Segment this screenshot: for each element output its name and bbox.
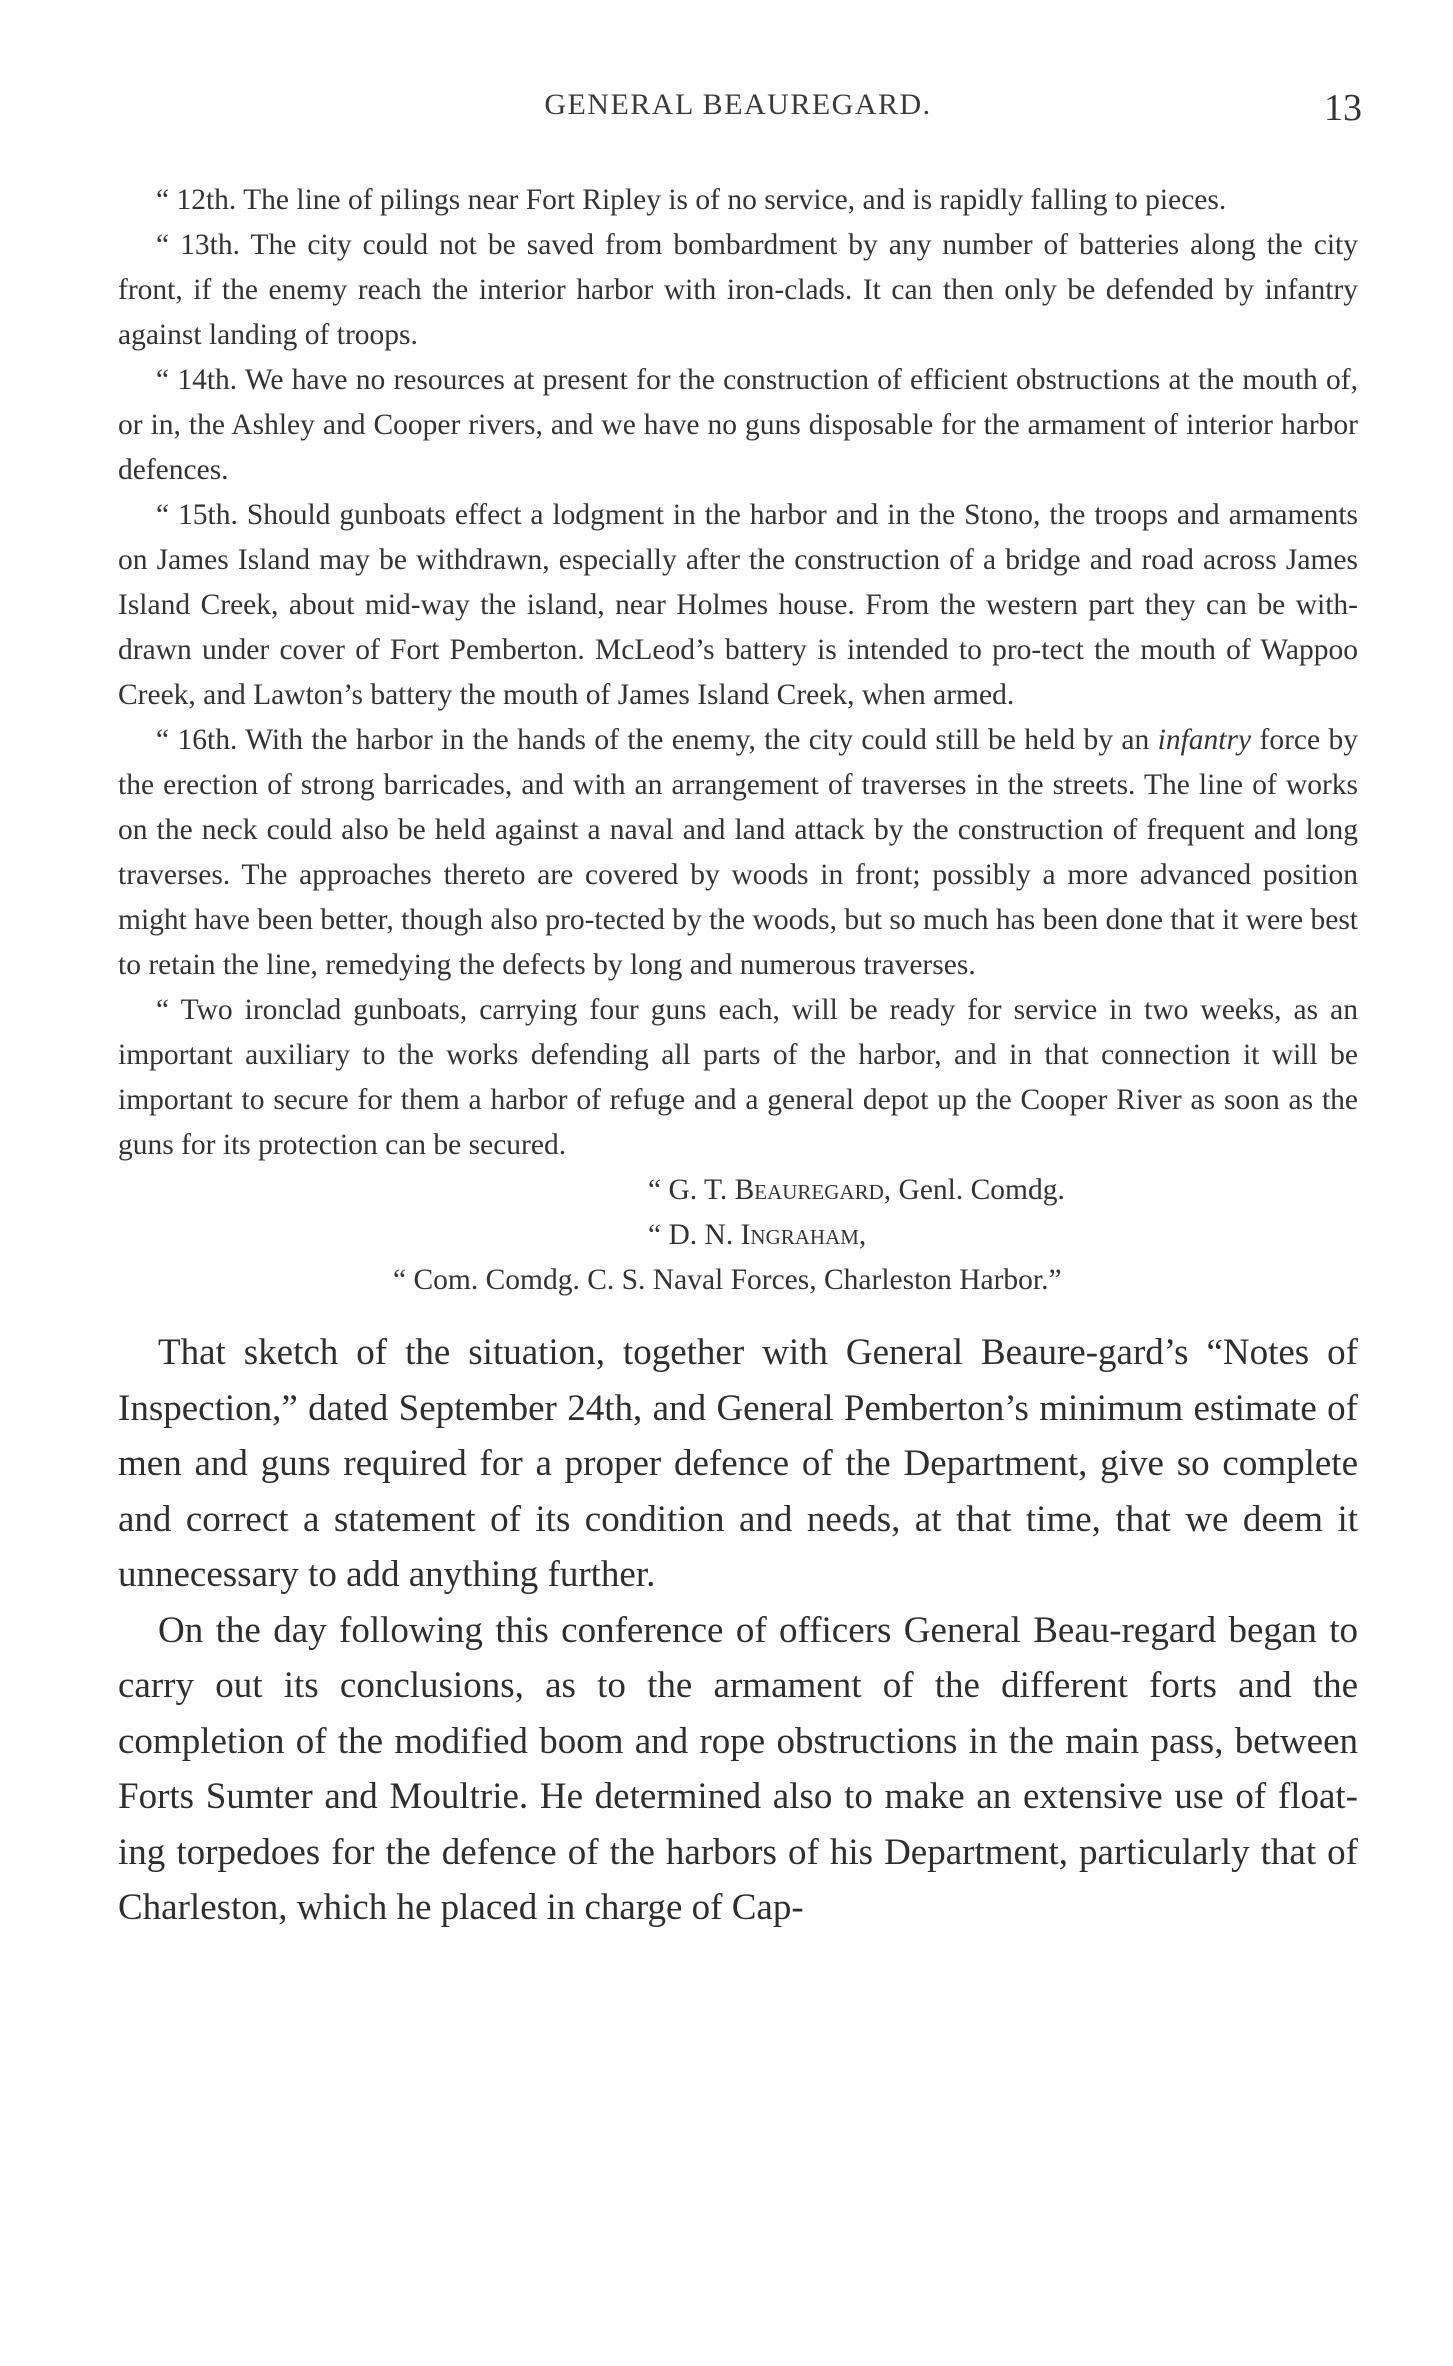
- letter-item-12: “ 12th. The line of pilings near Fort Ripley is of no service, and is rapidly falling to pieces.: [156, 184, 1227, 216]
- emphasis-infantry: infantry: [1157, 724, 1252, 756]
- letter-item-13: “ 13th. The city could not be saved from bombardment by any number of batteries along the city front, if the enemy reach the interior harbor with iron-clads. It can then only be defended by infantry against landing of troops.: [118, 229, 1358, 351]
- letter-item-14: “ 14th. We have no resources at present for the construction of efficient obstructions at the mouth of, or in, the Ashley and Cooper rivers, and we have no guns disposable for the armament of interior harbor defences.: [118, 364, 1358, 486]
- signature-ingraham-title: “ Com. Comdg. C. S. Naval Forces, Charleston Harbor.”: [393, 1264, 1062, 1296]
- signature-quote-open-2: “ D. N.: [648, 1219, 741, 1251]
- signature-ingraham: [118, 1213, 1358, 1258]
- letter-item-16-text-a: “ 16th. With the harbor in the hands of the enemy, the city could still be held by an: [156, 724, 1158, 756]
- main-text: [118, 1325, 1358, 1936]
- letter-item-16: [118, 718, 1358, 988]
- running-head: [118, 87, 1362, 140]
- letter-item-16-text-b: force by the erection of strong barricades, and with an arrangement of traverses in the streets. The line of works on the neck could also be held against a naval and land attack by the construction of frequent and long traverses. The approaches thereto are covered by woods in front; possibly a more advanced position might have been better, though also pro-tected by the woods, but so much has been done that it were best to retain the line, remedying the defects by long and numerous traverses.: [118, 724, 1358, 981]
- signature-name-beauregard: Beauregard: [734, 1174, 884, 1206]
- signature-name-ingraham: Ingraham: [740, 1219, 859, 1251]
- signature-title-beauregard: , Genl. Comdg.: [883, 1174, 1065, 1206]
- signature-quote-open: “ G. T.: [648, 1174, 735, 1206]
- page-number: 13: [1324, 87, 1362, 129]
- running-title: GENERAL BEAUREGARD.: [544, 88, 932, 121]
- letter-item-15: “ 15th. Should gunboats effect a lodgment in the harbor and in the Stono, the troops and armaments on James Island may be withdrawn, especially after the construction of a bridge and road across James Island Creek, about mid-way the island, near Holmes house. From the western part they can be with-drawn under cover of Fort Pemberton. McLeod’s battery is intended to pro-tect the mouth of Wappoo Creek, and Lawton’s battery the mouth of James Island Creek, when armed.: [118, 499, 1358, 711]
- signature-block: [118, 1168, 1358, 1303]
- letter-item-ironclads: “ Two ironclad gunboats, carrying four guns each, will be ready for service in two weeks, as an important auxiliary to the works defending all parts of the harbor, and in that connection it will be important to secure for them a harbor of refuge and a general depot up the Cooper River as soon as the guns for its protection can be secured.: [118, 994, 1358, 1161]
- signature-beauregard: [118, 1168, 1358, 1213]
- body-paragraph-1: That sketch of the situation, together with General Beaure-gard’s “Notes of Inspection,” dated September 24th, and General Pemberton’s minimum estimate of men and guns required for a proper defence of the Department, give so complete and correct a statement of its condition and needs, at that time, that we deem it unnecessary to add anything further.: [118, 1332, 1358, 1595]
- body-paragraph-2: On the day following this conference of officers General Beau-regard began to carry out its conclusions, as to the armament of the different forts and the completion of the modified boom and rope obstructions in the main pass, between Forts Sumter and Moultrie. He determined also to make an extensive use of float-ing torpedoes for the defence of the harbors of his Department, particularly that of Charleston, which he placed in charge of Cap-: [118, 1609, 1358, 1928]
- signature-comma: ,: [858, 1219, 867, 1251]
- book-page: [118, 87, 1362, 1936]
- quoted-letter: [118, 178, 1358, 1168]
